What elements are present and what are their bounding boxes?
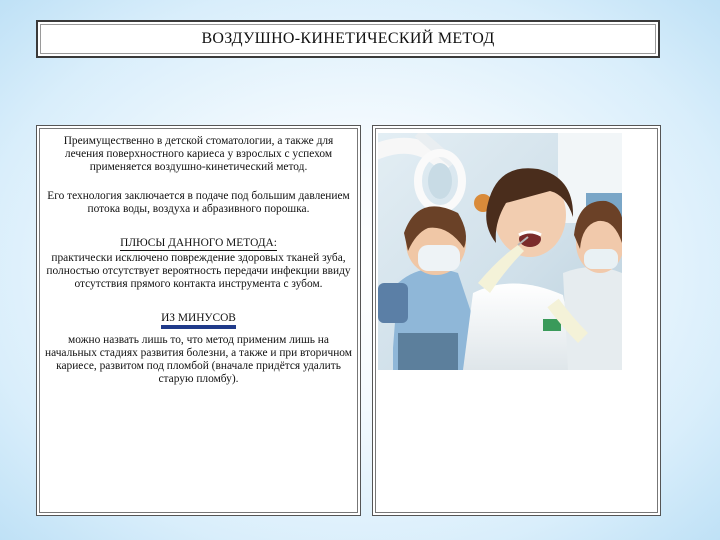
pros-heading: ПЛЮСЫ ДАННОГО МЕТОДА: <box>120 237 277 249</box>
intro-paragraph: Преимущественно в детской стоматологии, а также для лечения поверхностного кариеса у взрослых с успехом применяется воздушно-кинетический метод. <box>63 135 334 173</box>
photo-panel <box>372 125 661 516</box>
cons-heading: ИЗ МИНУСОВ <box>161 312 236 324</box>
slide-title-box <box>36 20 660 58</box>
dentist-scene-illustration <box>378 133 622 370</box>
text-panel <box>36 125 361 516</box>
cons-text: можно назвать лишь то, что метод применим лишь на начальных стадиях развития болезни, а также и при вторичном кариесе, развитом под пломбой (вначале придётся удалить старую пломбу). <box>45 334 352 385</box>
technology-paragraph: Его технология заключается в подаче под большим давлением потока воды, воздуха и абразивного порошка. <box>47 190 350 215</box>
dentist-photo <box>378 133 622 370</box>
pros-text: практически исключено повреждение здоровых тканей зуба, полностью отсутствует вероятность передачи инфекции ввиду отсутствия прямого контакта инструмента с зубом. <box>46 252 351 290</box>
slide-title: ВОЗДУШНО-КИНЕТИЧЕСКИЙ МЕТОД <box>201 30 495 47</box>
